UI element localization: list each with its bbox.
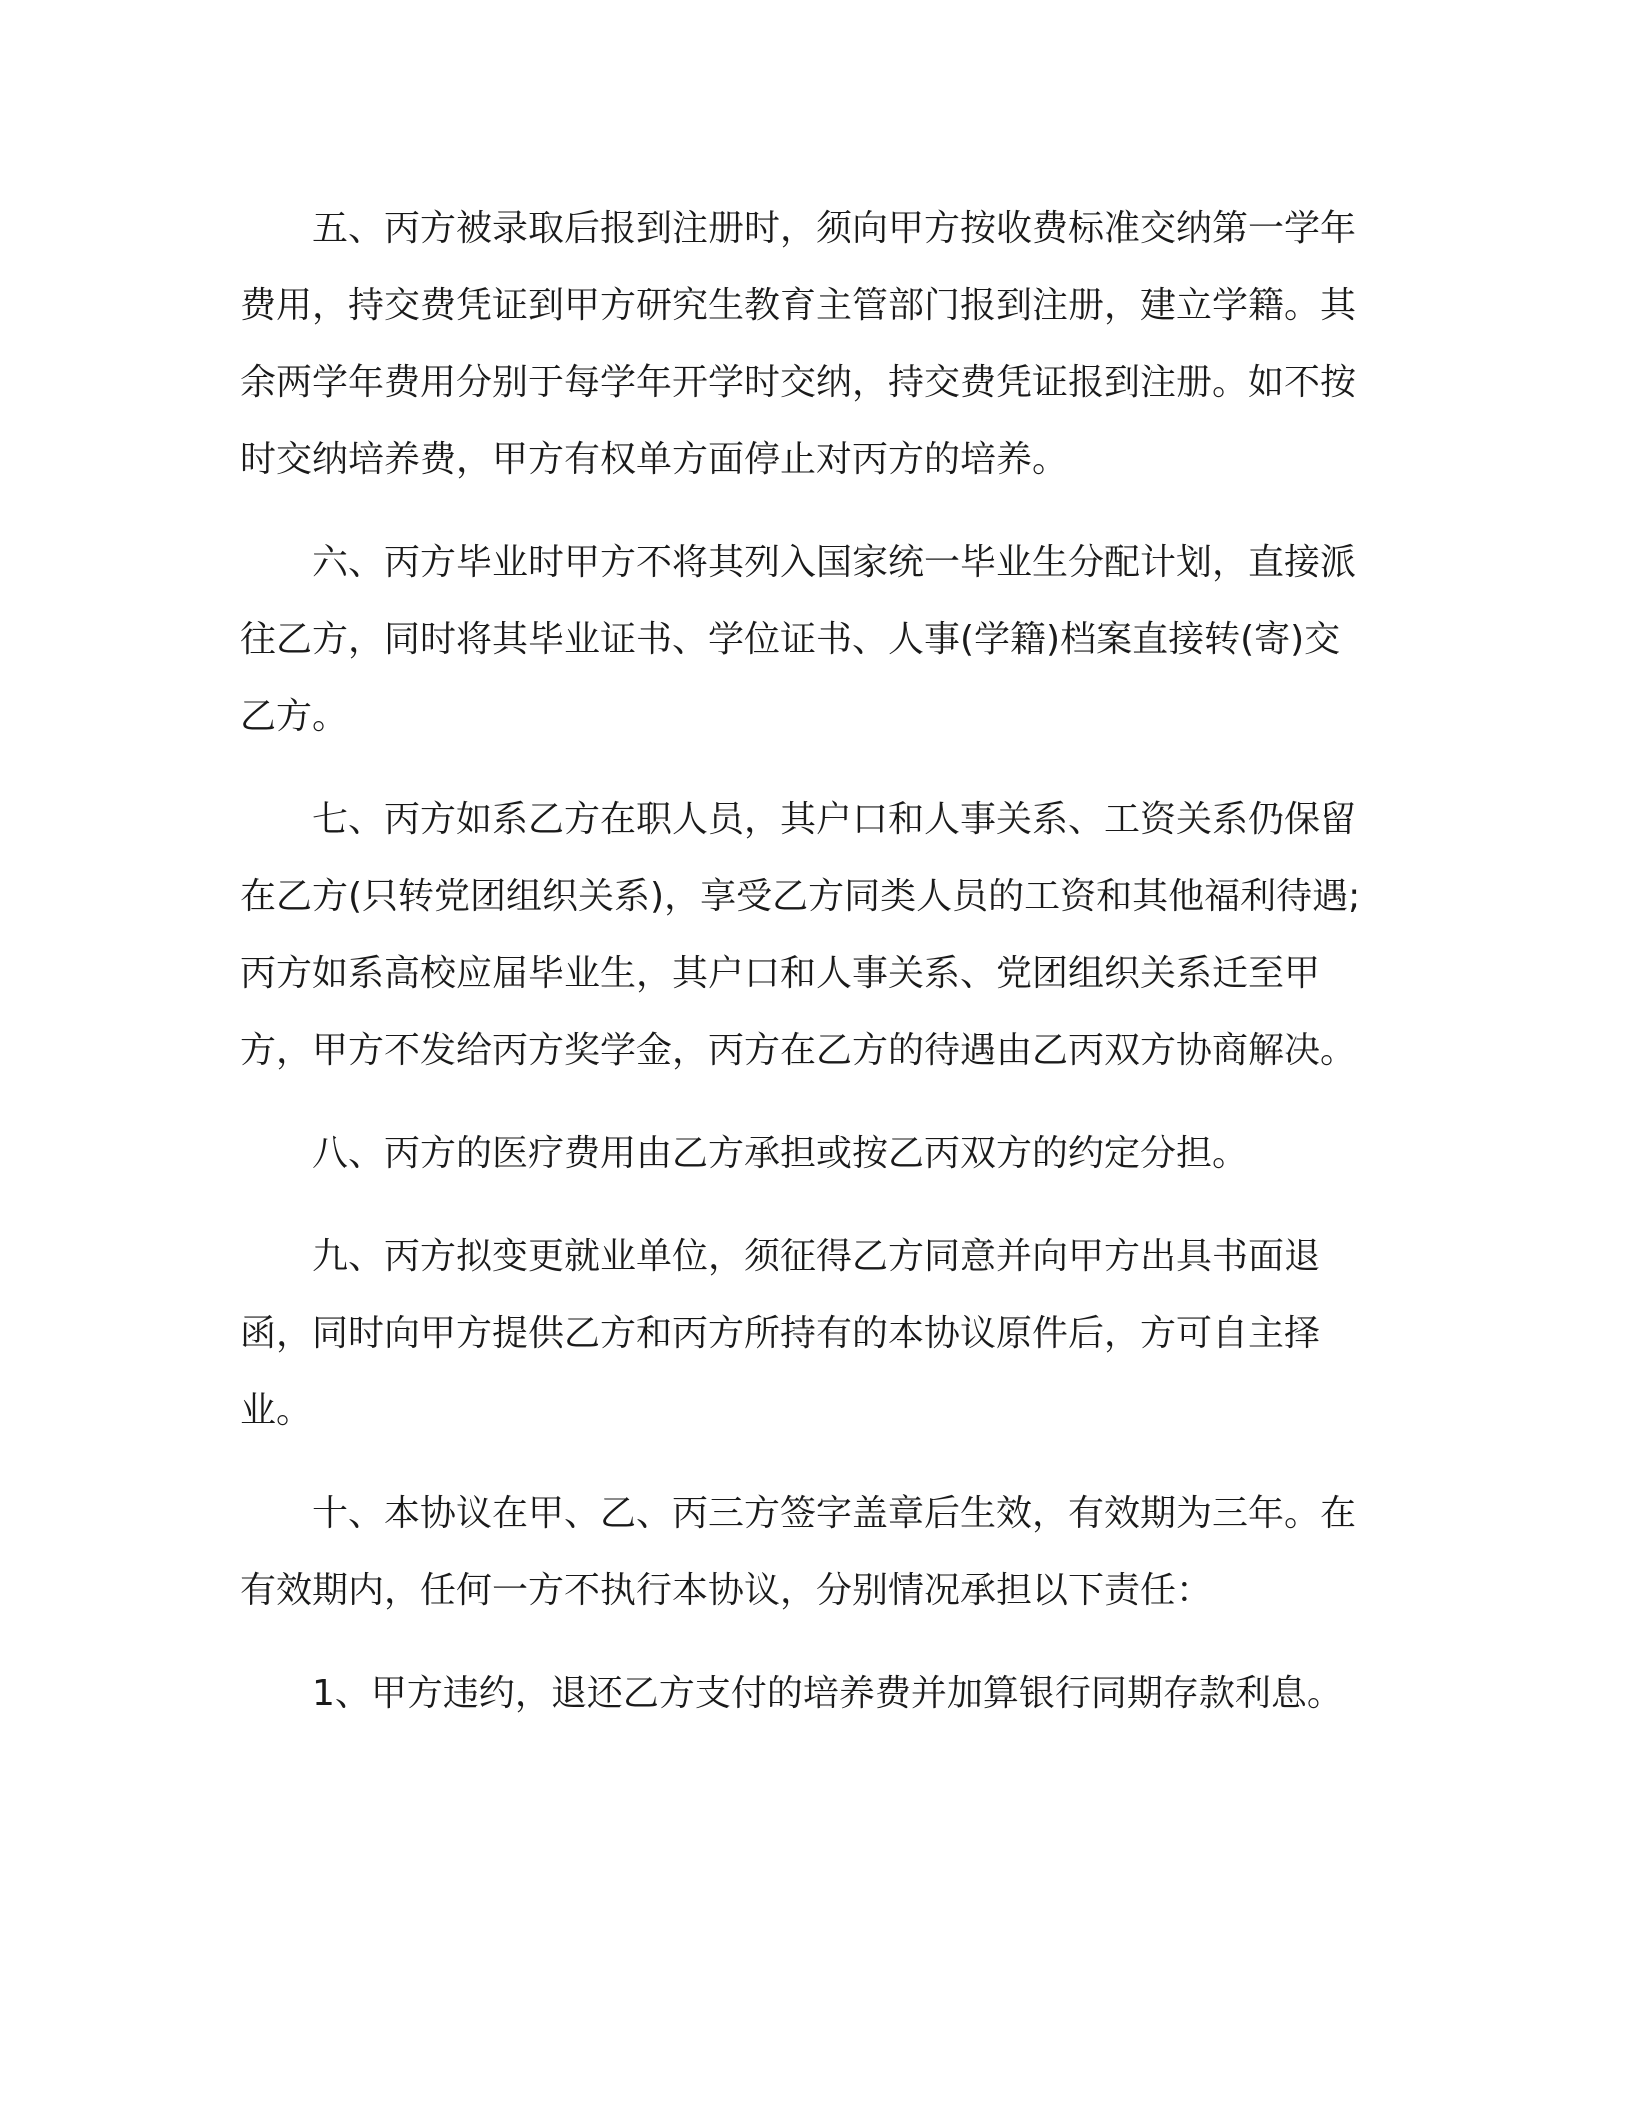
clause-6-paragraph: 六、丙方毕业时甲方不将其列入国家统一毕业生分配计划，直接派往乙方，同时将其毕业证书、学位证书、人事(学籍)档案直接转(寄)交乙方。 — [240, 542, 1357, 737]
liability-item-1-paragraph: 1、甲方违约，退还乙方支付的培养费并加算银行同期存款利息。 — [312, 1673, 1343, 1714]
clause-5-paragraph: 五、丙方被录取后报到注册时，须向甲方按收费标准交纳第一学年费用，持交费凭证到甲方研究生教育主管部门报到注册，建立学籍。其余两学年费用分别于每学年开学时交纳，持交费凭证报到注册。如不按时交纳培养费，甲方有权单方面停止对丙方的培养。 — [240, 208, 1357, 480]
clause-10-paragraph: 十、本协议在甲、乙、丙三方签字盖章后生效，有效期为三年。在有效期内，任何一方不执行本协议，分别情况承担以下责任： — [240, 1493, 1357, 1611]
clause-9-paragraph: 九、丙方拟变更就业单位，须征得乙方同意并向甲方出具书面退函，同时向甲方提供乙方和丙方所持有的本协议原件后，方可自主择业。 — [240, 1236, 1321, 1431]
clause-8-paragraph: 八、丙方的医疗费用由乙方承担或按乙丙双方的约定分担。 — [312, 1133, 1249, 1174]
document-body — [240, 190, 1376, 1758]
clause-7-paragraph: 七、丙方如系乙方在职人员，其户口和人事关系、工资关系仍保留在乙方(只转党团组织关系)，享受乙方同类人员的工资和其他福利待遇;丙方如系高校应届毕业生，其户口和人事关系、党团组织关系迁至甲方，甲方不发给丙方奖学金，丙方在乙方的待遇由乙丙双方协商解决。 — [240, 799, 1361, 1071]
